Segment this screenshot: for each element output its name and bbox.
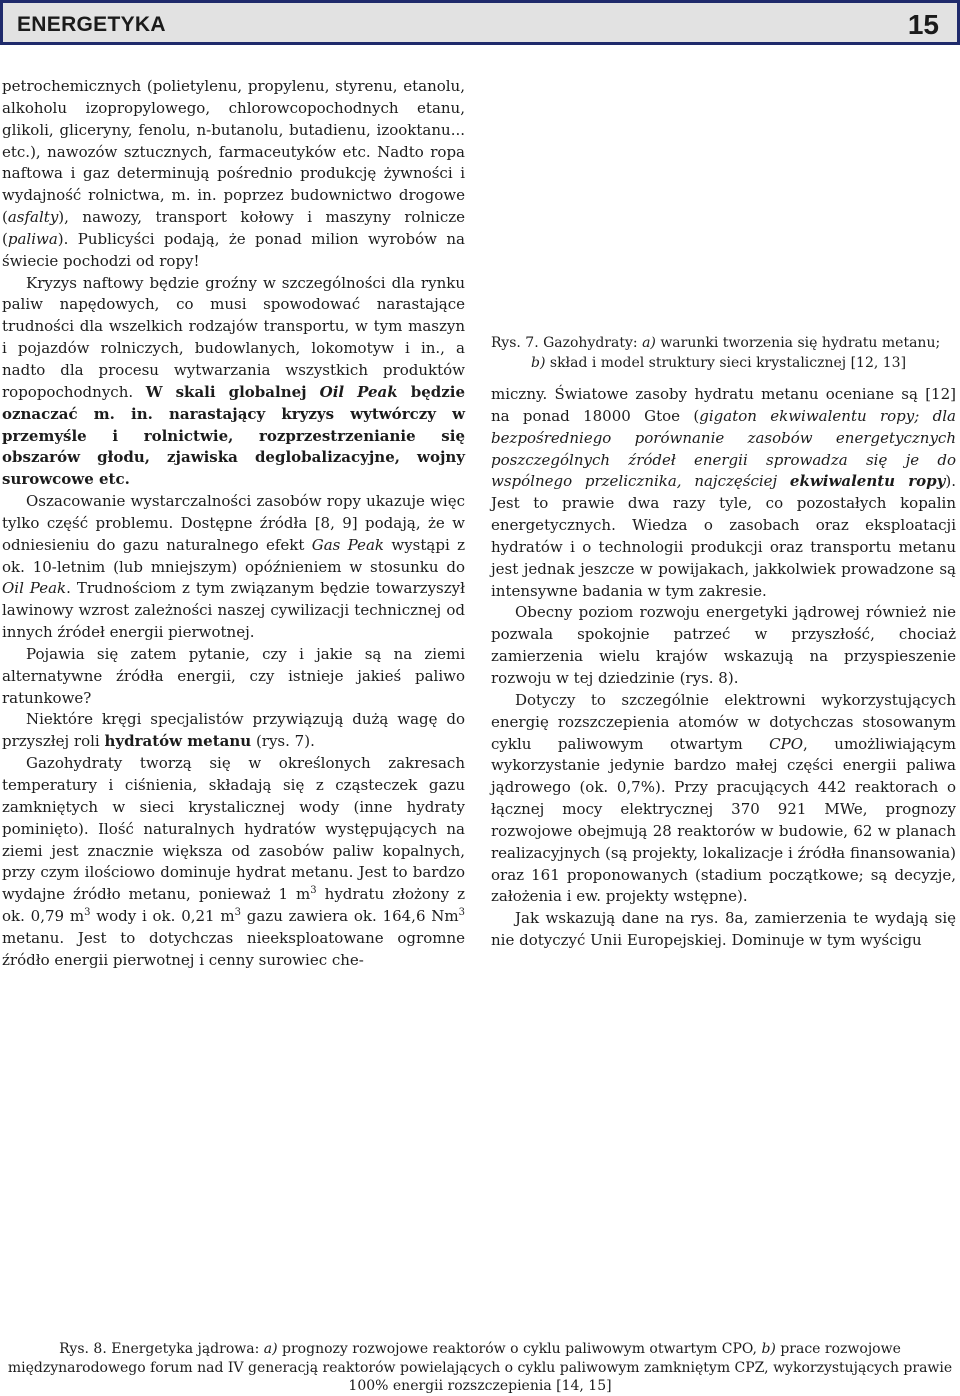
paragraph: Dotyczy to szczególnie elektrowni wykorzystujących energię rozszczepienia atomów w dotychczas stosowanym cyklu paliwowym otwartym CPO, umożliwiającym wykorzystanie jedynie bardzo małej części energii paliwa jądrowego (ok. 0,7%). Przy pracujących 442 reaktorach o łącznej mocy elektrycznej 370 921 MWe, prognozy rozwojowe obejmują 28 reaktorów w budowie, 62 w planach realizacyjnych (są projekty, lokalizacje i źródła finansowania) oraz 161 proponowanych (stadium początkowe; są decyzje, założenia i ew. projekty wstępne). <box>491 690 956 906</box>
right-column <box>491 384 956 952</box>
left-column <box>2 76 465 972</box>
paragraph: Oszacowanie wystarczalności zasobów ropy ukazuje więc tylko część problemu. Dostępne źródła [8, 9] podają, że w odniesieniu do gazu naturalnego efekt Gas Peak wystąpi z ok. 10-letnim (lub mniejszym) opóźnieniem w stosunku do Oil Peak. Trudnościom z tym związanym będzie towarzyszył lawinowy wzrost zależności naszej cywilizacji technicznej od innych źródeł energii pierwotnej. <box>2 492 465 642</box>
paragraph: Obecny poziom rozwoju energetyki jądrowej również nie pozwala spokojnie patrzeć w przyszłość, chociaż zamierzenia wielu krajów wskazują na przyspieszenie rozwoju w tej dziedzinie (rys. 8). <box>491 603 956 687</box>
paragraph: Jak wskazują dane na rys. 8a, zamierzenia te wydają się nie dotyczyć Unii Europejskiej. Dominuje w tym wyścigu <box>491 909 956 950</box>
paragraph: miczny. Światowe zasoby hydratu metanu oceniane są [12] na ponad 18000 Gtoe (gigaton ekwiwalentu ropy; dla bezpośredniego porównanie zasobów energetycznych poszczególnych źródeł energii sprowadza się je do wspólnego przelicznika, najczęściej ekwiwalentu ropy). Jest to prawie dwa razy tyle, co pozostałych kopalin energetycznych. Wiedza o zasobach oraz eksploatacji hydratów i o technologii produkcji oraz transportu metanu jest jednak jeszcze w powijakach, jakkolwiek prowadzone są intensywne badania w tym zakresie. <box>491 385 956 600</box>
paragraph: petrochemicznych (polietylenu, propylenu, styrenu, etanolu, alkoholu izopropylowego, chlorowcopochodnych etanu, glikoli, gliceryny, fenolu, n-butanolu, butadienu, izooktanu... etc.), nawozów sztucznych, farmaceutyków etc. Nadto ropa naftowa i gaz determinują pośrednio produkcję żywności i wydajność rolnictwa, m. in. poprzez budownictwo drogowe (asfalty), nawozy, transport kołowy i maszyny rolnicze (paliwa). Publicyści podają, że ponad milion wyrobów na świecie pochodzi od ropy! <box>2 77 465 270</box>
paragraph: Niektóre kręgi specjalistów przywiązują dużą wagę do przyszłej roli hydratów metanu (rys. 7). <box>2 710 465 751</box>
paragraph: Gazohydraty tworzą się w określonych zakresach temperatury i ciśnienia, składają się z cząsteczek gazu zamkniętych w sieci krystalicznej wody (inne hydraty pominięto). Ilość naturalnych hydratów występujących na ziemi jest znacznie większa od zasobów paliw kopalnych, przy czym ilościowo dominuje hydrat metanu. Jest to bardzo wydajne źródło metanu, ponieważ 1 $m^3$ hydratu złożony z ok. 0,79 $m^3$ wody i ok. 0,21 $m^3$ gazu zawiera ok. 164,6 Nm$^3$ metanu. Jest to dotychczas nieeksploatowane ogromne źródło energii pierwotnej i cenny surowiec che- <box>2 754 465 969</box>
figure-7-caption: Rys. 7. Gazohydraty: a) warunki tworzenia się hydratu metanu; b) skład i model struktury sieci krystalicznej [12, 13] <box>491 335 941 371</box>
paragraph: Pojawia się zatem pytanie, czy i jakie są na ziemi alternatywne źródła energii, czy istnieje jakieś paliwo ratunkowe? <box>2 644 465 707</box>
page-number: 15 <box>907 9 939 40</box>
figure-8-caption: Rys. 8. Energetyka jądrowa: a) prognozy rozwojowe reaktorów o cyklu paliwowym otwartym CPO, b) prace rozwojowe międzynarodowego forum nad IV generacją reaktorów powielających o cyklu paliwowym zamkniętym CPZ, wykorzystujących prawie 100% energii rozszczepienia [14, 15] <box>7 1341 953 1394</box>
section-title: ENERGETYKA <box>17 13 166 36</box>
page-header <box>0 0 960 45</box>
paragraph: Kryzys naftowy będzie groźny w szczególności dla rynku paliw napędowych, co musi spowodować narastające trudności dla wszelkich rodzajów transportu, w tym maszyn i pojazdów rolniczych, budowlanych, lokomotyw i in., a nadto dla procesu wytwarzania wszystkich produktów ropopochodnych. W skali globalnej Oil Peak będzie oznaczać m. in. narastający kryzys wytwórczy w przemyśle i rolnictwie, rozprzestrzenianie się obszarów głodu, zjawiska deglobalizacyjne, wojny surowcowe etc. <box>2 273 465 489</box>
